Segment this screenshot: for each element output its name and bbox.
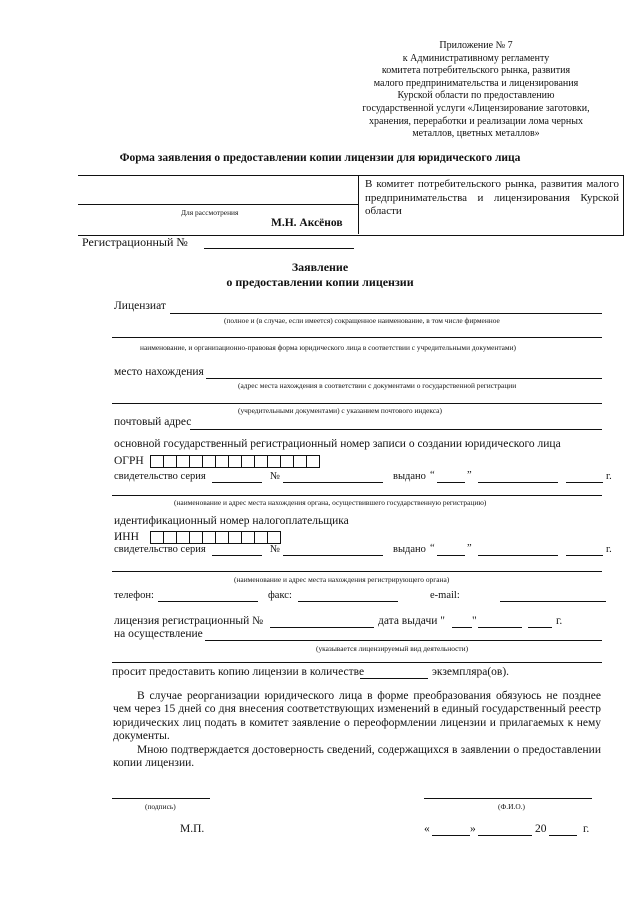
sign-month-field[interactable] <box>478 835 532 836</box>
appendix-line: металлов, цветных металлов» <box>412 128 540 140</box>
ogrn-digit-cell[interactable] <box>280 455 293 468</box>
sign-year-suffix: г. <box>583 823 590 835</box>
location-field-2[interactable] <box>112 403 602 404</box>
appendix-line: малого предпринимательства и лицензирования <box>373 77 579 89</box>
issue-month-field[interactable] <box>478 482 558 483</box>
inn-issue-day-field[interactable] <box>437 555 465 556</box>
issue-date-label: дата выдачи " <box>378 615 445 627</box>
inn-digit-cell[interactable] <box>189 531 202 544</box>
inn-digit-cell[interactable] <box>202 531 215 544</box>
inn-label: ИНН <box>114 531 139 543</box>
fax-label: факс: <box>268 590 292 601</box>
issue-year-field[interactable] <box>566 482 603 483</box>
cert-number-sign: № <box>270 471 281 482</box>
signature-field[interactable] <box>112 798 210 799</box>
ogrn-digit-cell[interactable] <box>228 455 241 468</box>
ogrn-digit-cell[interactable] <box>254 455 267 468</box>
ogrn-digit-cell[interactable] <box>306 455 320 468</box>
licensee-hint: (полное и (в случае, если имеется) сокращенное наименование, в том числе фирменное <box>224 316 500 325</box>
license-issue-day-field[interactable] <box>452 627 472 628</box>
license-label: лицензия регистрационный № <box>114 615 264 627</box>
date-quote-open: « <box>424 823 430 835</box>
ogrn-label: ОГРН <box>114 455 144 467</box>
registration-label: Регистрационный № <box>82 235 188 249</box>
heading-line-2: о предоставлении копии лицензии <box>226 275 414 289</box>
copies-count-field[interactable] <box>360 678 428 679</box>
cert-series-field[interactable] <box>212 482 262 483</box>
inn-issuer-field[interactable] <box>112 571 602 572</box>
inn-year-suffix: г. <box>606 544 612 555</box>
ogrn-digit-cell[interactable] <box>150 455 163 468</box>
inn-digit-cell[interactable] <box>267 531 281 544</box>
cert-number-field[interactable] <box>283 482 383 483</box>
inn-digit-cell[interactable] <box>176 531 189 544</box>
form-title: Форма заявления о предоставлении копии лицензии для юридического лица <box>119 152 521 164</box>
inn-issue-month-field[interactable] <box>478 555 558 556</box>
appendix-line: комитета потребительского рынка, развития <box>381 65 571 77</box>
appendix-note <box>360 40 592 141</box>
inn-digit-cell[interactable] <box>241 531 254 544</box>
full-name-hint: (Ф.И.О.) <box>498 802 525 811</box>
appendix-line: государственной услуги «Лицензирование заготовки, <box>362 102 590 114</box>
year-suffix: г. <box>606 471 612 482</box>
ogrn-issuer-hint: (наименование и адрес места нахождения органа, осуществившего государственную регистрацию) <box>174 498 487 507</box>
addressee-text: В комитет потребительского рынка, развития малого предпринимательства и лицензирования Курской области <box>365 178 619 217</box>
review-label: Для рассмотрения <box>181 208 239 217</box>
appendix-line: к Административному регламенту <box>402 52 550 64</box>
header-table <box>78 175 624 235</box>
inn-quote-open: “ <box>430 543 435 554</box>
license-year-suffix: г. <box>556 615 563 627</box>
appendix-line: хранения, переработки и реализации лома черных <box>369 115 583 127</box>
appendix-line: Приложение № 7 <box>439 40 513 51</box>
phone-label: телефон: <box>114 590 154 601</box>
inn-quote-close: ” <box>467 543 472 554</box>
ogrn-grid[interactable] <box>150 455 320 468</box>
inn-digit-cell[interactable] <box>163 531 176 544</box>
licensee-hint-2: наименование, и организационно-правовая форма юридического лица в соответствии с учредительными документами) <box>140 343 517 352</box>
year-prefix: 20 <box>535 823 547 835</box>
licensee-field[interactable] <box>170 313 602 314</box>
ogrn-digit-cell[interactable] <box>293 455 306 468</box>
location-hint-2: (учредительными документами) с указанием почтового индекса) <box>238 406 442 415</box>
license-issue-year-field[interactable] <box>528 627 552 628</box>
cert-series-label: свидетельство серия <box>114 471 206 482</box>
review-cell <box>78 175 359 234</box>
registration-number-field[interactable] <box>204 248 354 249</box>
obligation-paragraph: В случае реорганизации юридического лица в форме преобразования обязуюсь не позднее чем через 15 дней со дня внесения соответствующих изменений в единый государственный реестр юридических лиц подать в комитет заявление о переоформлении лицензии и прилагаемых к нему документы. <box>113 690 601 743</box>
postal-field[interactable] <box>190 429 602 430</box>
activity-label: на осуществление <box>114 628 203 640</box>
reviewer-name: М.Н. Аксёнов <box>271 217 343 229</box>
activity-hint: (указывается лицензируемый вид деятельности) <box>316 644 469 653</box>
license-number-field[interactable] <box>270 627 374 628</box>
ogrn-issuer-field[interactable] <box>112 495 602 496</box>
inn-digit-cell[interactable] <box>254 531 267 544</box>
postal-label: почтовый адрес <box>114 416 192 428</box>
fax-field[interactable] <box>298 601 398 602</box>
ogrn-digit-cell[interactable] <box>163 455 176 468</box>
ogrn-digit-cell[interactable] <box>189 455 202 468</box>
email-field[interactable] <box>500 601 606 602</box>
licensee-label: Лицензиат <box>114 300 166 312</box>
issue-date-quote: " <box>472 615 477 627</box>
inn-cert-series-label: свидетельство серия <box>114 544 206 555</box>
activity-field[interactable] <box>205 640 602 641</box>
inn-issued-label: выдано <box>393 544 426 555</box>
ogrn-digit-cell[interactable] <box>215 455 228 468</box>
inn-caption: идентификационный номер налогоплательщика <box>114 515 349 527</box>
date-quote-close: » <box>470 823 476 835</box>
heading-line-1: Заявление <box>291 260 349 274</box>
confirmation-paragraph: Мною подтверждается достоверность сведений, содержащихся в заявлении о предоставлении копии лицензии. <box>113 743 601 770</box>
location-field[interactable] <box>206 378 602 379</box>
activity-field-2[interactable] <box>112 662 602 663</box>
inn-cert-number-sign: № <box>270 544 281 555</box>
ogrn-digit-cell[interactable] <box>176 455 189 468</box>
inn-digit-cell[interactable] <box>150 531 163 544</box>
license-issue-month-field[interactable] <box>478 627 522 628</box>
sign-day-field[interactable] <box>432 835 470 836</box>
location-label: место нахождения <box>114 366 204 378</box>
signature-hint: (подпись) <box>145 802 176 811</box>
document-heading <box>0 260 640 290</box>
quote-open: “ <box>430 470 435 481</box>
inn-issue-year-field[interactable] <box>566 555 603 556</box>
ogrn-caption: основной государственный регистрационный номер записи о создании юридического лица <box>114 438 561 450</box>
location-hint: (адрес места нахождения в соответствии с документами о государственной регистрации <box>238 381 517 390</box>
appendix-line: Курской области по предоставлению <box>397 90 555 102</box>
inn-cert-series-field[interactable] <box>212 555 262 556</box>
copies-text: просит предоставить копию лицензии в количестве <box>112 666 365 678</box>
issue-day-field[interactable] <box>437 482 465 483</box>
stamp-label: М.П. <box>180 823 205 835</box>
inn-digit-cell[interactable] <box>215 531 228 544</box>
issued-label: выдано <box>393 471 426 482</box>
ogrn-digit-cell[interactable] <box>202 455 215 468</box>
statement-paragraphs <box>113 690 601 770</box>
inn-digit-cell[interactable] <box>228 531 241 544</box>
inn-issuer-hint: (наименование и адрес места нахождения регистрирующего органа) <box>234 575 450 584</box>
quote-close: ” <box>467 470 472 481</box>
ogrn-digit-cell[interactable] <box>267 455 280 468</box>
sign-year-field[interactable] <box>549 835 577 836</box>
copies-suffix: экземпляра(ов). <box>432 666 510 678</box>
full-name-field[interactable] <box>424 798 592 799</box>
licensee-field-2[interactable] <box>112 337 602 338</box>
email-label: e-mail: <box>430 590 460 601</box>
ogrn-digit-cell[interactable] <box>241 455 254 468</box>
inn-cert-number-field[interactable] <box>283 555 383 556</box>
phone-field[interactable] <box>158 601 258 602</box>
inn-grid[interactable] <box>150 531 281 544</box>
